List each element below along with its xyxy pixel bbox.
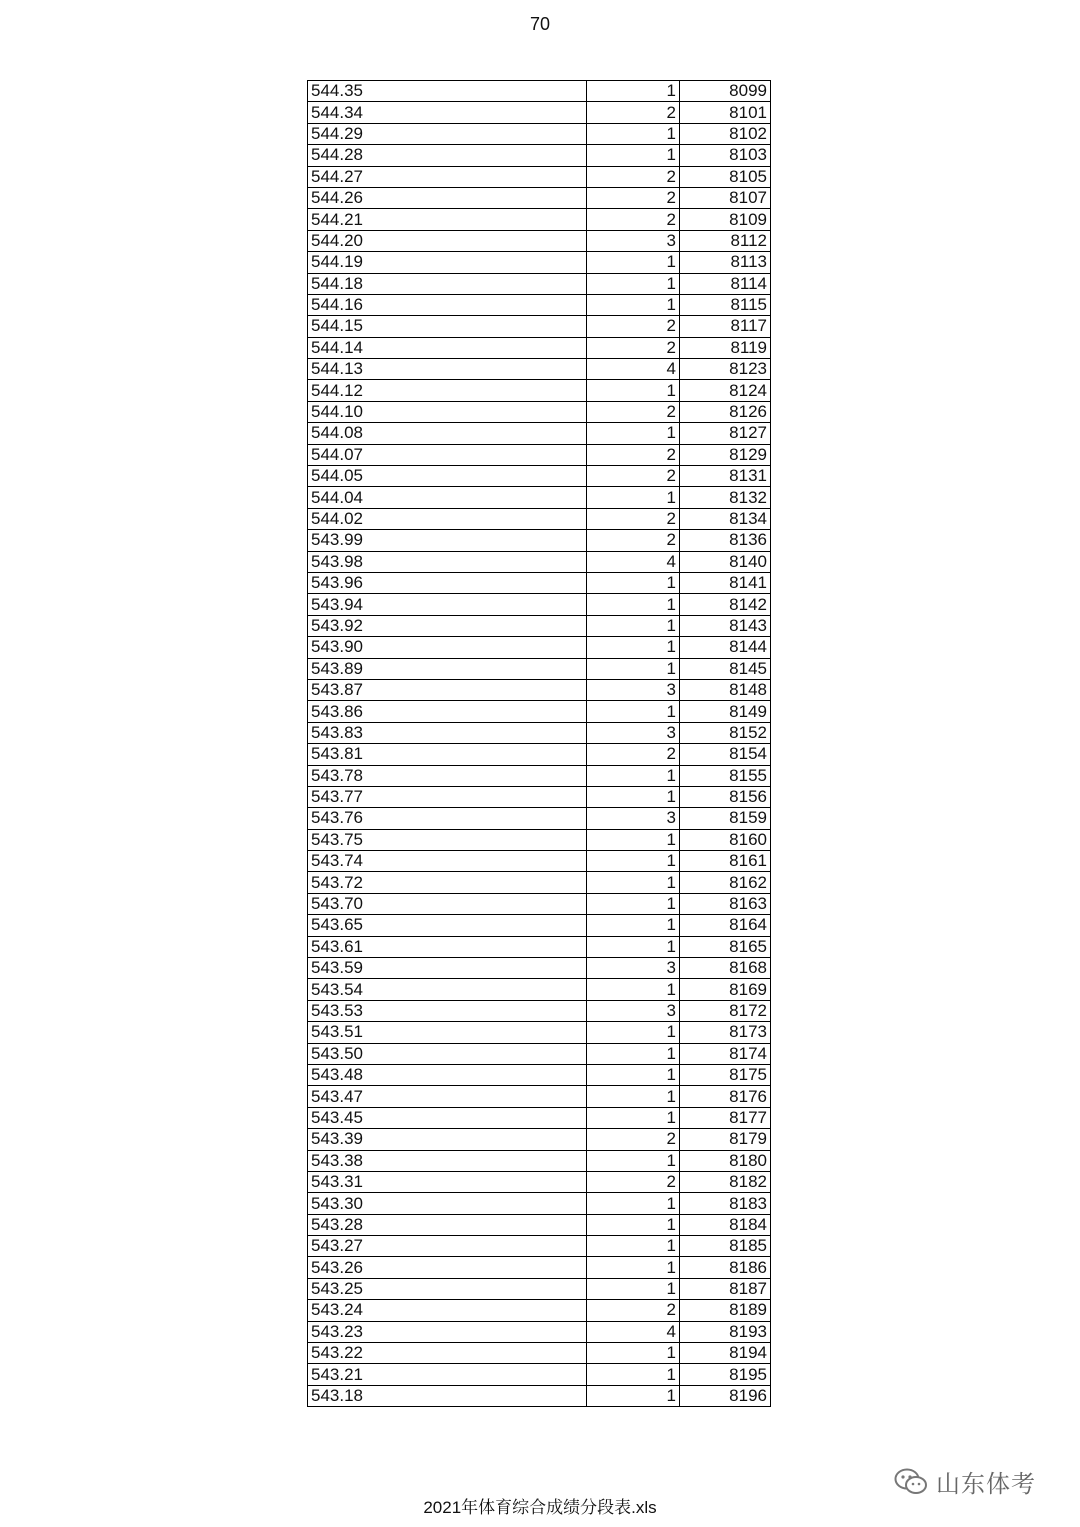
- table-row: [308, 230, 771, 251]
- count-cell: 1: [587, 1385, 680, 1406]
- cumulative-cell: 8152: [680, 722, 771, 743]
- count-cell: 1: [587, 829, 680, 850]
- table-row: [308, 658, 771, 679]
- count-cell: 1: [587, 1364, 680, 1385]
- score-cell: 544.08: [308, 423, 587, 444]
- table-row: [308, 872, 771, 893]
- count-cell: 3: [587, 722, 680, 743]
- table-row: [308, 401, 771, 422]
- count-cell: 1: [587, 572, 680, 593]
- count-cell: 1: [587, 1086, 680, 1107]
- table-row: [308, 615, 771, 636]
- count-cell: 1: [587, 1150, 680, 1171]
- cumulative-cell: 8187: [680, 1278, 771, 1299]
- score-cell: 544.34: [308, 102, 587, 123]
- table-row: [308, 466, 771, 487]
- score-cell: 543.31: [308, 1171, 587, 1192]
- score-table: [307, 80, 771, 1407]
- score-cell: 543.61: [308, 936, 587, 957]
- score-cell: 544.02: [308, 508, 587, 529]
- table-row: [308, 444, 771, 465]
- table-row: [308, 637, 771, 658]
- table-row: [308, 979, 771, 1000]
- score-cell: 544.20: [308, 230, 587, 251]
- wechat-icon: [894, 1468, 928, 1496]
- cumulative-cell: 8179: [680, 1129, 771, 1150]
- cumulative-cell: 8132: [680, 487, 771, 508]
- score-cell: 543.76: [308, 808, 587, 829]
- count-cell: 4: [587, 359, 680, 380]
- cumulative-cell: 8162: [680, 872, 771, 893]
- table-row: [308, 1364, 771, 1385]
- score-cell: 543.38: [308, 1150, 587, 1171]
- score-cell: 543.78: [308, 765, 587, 786]
- score-cell: 543.28: [308, 1214, 587, 1235]
- cumulative-cell: 8124: [680, 380, 771, 401]
- cumulative-cell: 8117: [680, 316, 771, 337]
- score-cell: 543.75: [308, 829, 587, 850]
- table-row: [308, 1300, 771, 1321]
- table-row: [308, 1043, 771, 1064]
- score-cell: 544.26: [308, 187, 587, 208]
- cumulative-cell: 8194: [680, 1343, 771, 1364]
- count-cell: 2: [587, 530, 680, 551]
- score-cell: 544.35: [308, 81, 587, 102]
- cumulative-cell: 8119: [680, 337, 771, 358]
- table-row: [308, 572, 771, 593]
- count-cell: 2: [587, 401, 680, 422]
- cumulative-cell: 8127: [680, 423, 771, 444]
- table-row: [308, 744, 771, 765]
- score-cell: 544.21: [308, 209, 587, 230]
- table-row: [308, 851, 771, 872]
- score-cell: 543.22: [308, 1343, 587, 1364]
- cumulative-cell: 8183: [680, 1193, 771, 1214]
- cumulative-cell: 8144: [680, 637, 771, 658]
- score-cell: 543.18: [308, 1385, 587, 1406]
- table-row: [308, 337, 771, 358]
- score-cell: 543.23: [308, 1321, 587, 1342]
- table-row: [308, 915, 771, 936]
- cumulative-cell: 8156: [680, 786, 771, 807]
- count-cell: 2: [587, 1300, 680, 1321]
- cumulative-cell: 8160: [680, 829, 771, 850]
- count-cell: 1: [587, 1107, 680, 1128]
- table-row: [308, 765, 771, 786]
- count-cell: 2: [587, 1129, 680, 1150]
- score-cell: 543.87: [308, 679, 587, 700]
- table-row: [308, 808, 771, 829]
- cumulative-cell: 8174: [680, 1043, 771, 1064]
- cumulative-cell: 8140: [680, 551, 771, 572]
- cumulative-cell: 8103: [680, 145, 771, 166]
- score-cell: 544.28: [308, 145, 587, 166]
- cumulative-cell: 8184: [680, 1214, 771, 1235]
- count-cell: 1: [587, 380, 680, 401]
- count-cell: 1: [587, 1043, 680, 1064]
- table-row: [308, 1086, 771, 1107]
- score-cell: 544.04: [308, 487, 587, 508]
- table-row: [308, 166, 771, 187]
- score-cell: 543.59: [308, 958, 587, 979]
- count-cell: 1: [587, 786, 680, 807]
- score-cell: 544.12: [308, 380, 587, 401]
- count-cell: 3: [587, 958, 680, 979]
- table-row: [308, 209, 771, 230]
- count-cell: 1: [587, 872, 680, 893]
- count-cell: 2: [587, 744, 680, 765]
- count-cell: 3: [587, 808, 680, 829]
- count-cell: 2: [587, 316, 680, 337]
- count-cell: 1: [587, 701, 680, 722]
- count-cell: 1: [587, 273, 680, 294]
- table-row: [308, 829, 771, 850]
- table-row: [308, 316, 771, 337]
- table-row: [308, 123, 771, 144]
- file-name-footer: 2021年体育综合成绩分段表.xls: [423, 1498, 657, 1517]
- cumulative-cell: 8176: [680, 1086, 771, 1107]
- score-cell: 544.18: [308, 273, 587, 294]
- table-row: [308, 1000, 771, 1021]
- table-row: [308, 1257, 771, 1278]
- table-row: [308, 530, 771, 551]
- cumulative-cell: 8142: [680, 594, 771, 615]
- count-cell: 1: [587, 487, 680, 508]
- count-cell: 1: [587, 145, 680, 166]
- table-row: [308, 145, 771, 166]
- score-table-body: [308, 81, 771, 1407]
- count-cell: 1: [587, 765, 680, 786]
- score-cell: 543.70: [308, 893, 587, 914]
- count-cell: 4: [587, 551, 680, 572]
- count-cell: 1: [587, 1214, 680, 1235]
- cumulative-cell: 8099: [680, 81, 771, 102]
- count-cell: 1: [587, 658, 680, 679]
- table-row: [308, 1022, 771, 1043]
- count-cell: 3: [587, 230, 680, 251]
- cumulative-cell: 8112: [680, 230, 771, 251]
- cumulative-cell: 8109: [680, 209, 771, 230]
- count-cell: 1: [587, 915, 680, 936]
- table-row: [308, 786, 771, 807]
- count-cell: 1: [587, 123, 680, 144]
- cumulative-cell: 8115: [680, 294, 771, 315]
- page-number: 70: [529, 14, 551, 34]
- cumulative-cell: 8126: [680, 401, 771, 422]
- table-row: [308, 1150, 771, 1171]
- cumulative-cell: 8165: [680, 936, 771, 957]
- score-cell: 543.30: [308, 1193, 587, 1214]
- score-cell: 543.21: [308, 1364, 587, 1385]
- score-cell: 543.54: [308, 979, 587, 1000]
- cumulative-cell: 8186: [680, 1257, 771, 1278]
- count-cell: 4: [587, 1321, 680, 1342]
- score-cell: 543.72: [308, 872, 587, 893]
- score-cell: 543.77: [308, 786, 587, 807]
- table-row: [308, 1107, 771, 1128]
- table-row: [308, 508, 771, 529]
- count-cell: 2: [587, 1171, 680, 1192]
- score-cell: 543.51: [308, 1022, 587, 1043]
- cumulative-cell: 8101: [680, 102, 771, 123]
- cumulative-cell: 8185: [680, 1236, 771, 1257]
- cumulative-cell: 8134: [680, 508, 771, 529]
- cumulative-cell: 8173: [680, 1022, 771, 1043]
- score-cell: 543.65: [308, 915, 587, 936]
- score-cell: 544.29: [308, 123, 587, 144]
- score-cell: 543.50: [308, 1043, 587, 1064]
- cumulative-cell: 8161: [680, 851, 771, 872]
- table-row: [308, 1193, 771, 1214]
- score-cell: 543.48: [308, 1064, 587, 1085]
- count-cell: 1: [587, 936, 680, 957]
- score-cell: 543.53: [308, 1000, 587, 1021]
- count-cell: 1: [587, 1343, 680, 1364]
- score-cell: 544.10: [308, 401, 587, 422]
- score-cell: 543.27: [308, 1236, 587, 1257]
- cumulative-cell: 8113: [680, 252, 771, 273]
- table-row: [308, 81, 771, 102]
- score-cell: 544.14: [308, 337, 587, 358]
- score-cell: 544.27: [308, 166, 587, 187]
- count-cell: 1: [587, 294, 680, 315]
- score-cell: 543.99: [308, 530, 587, 551]
- table-row: [308, 893, 771, 914]
- count-cell: 1: [587, 252, 680, 273]
- cumulative-cell: 8145: [680, 658, 771, 679]
- table-row: [308, 1129, 771, 1150]
- cumulative-cell: 8154: [680, 744, 771, 765]
- cumulative-cell: 8107: [680, 187, 771, 208]
- table-row: [308, 187, 771, 208]
- score-cell: 543.39: [308, 1129, 587, 1150]
- score-cell: 543.90: [308, 637, 587, 658]
- cumulative-cell: 8164: [680, 915, 771, 936]
- count-cell: 2: [587, 166, 680, 187]
- score-cell: 544.16: [308, 294, 587, 315]
- cumulative-cell: 8159: [680, 808, 771, 829]
- table-row: [308, 252, 771, 273]
- score-cell: 543.92: [308, 615, 587, 636]
- table-row: [308, 1214, 771, 1235]
- table-row: [308, 679, 771, 700]
- table-row: [308, 380, 771, 401]
- cumulative-cell: 8129: [680, 444, 771, 465]
- count-cell: 1: [587, 893, 680, 914]
- score-cell: 543.45: [308, 1107, 587, 1128]
- cumulative-cell: 8180: [680, 1150, 771, 1171]
- table-row: [308, 1171, 771, 1192]
- cumulative-cell: 8195: [680, 1364, 771, 1385]
- table-row: [308, 722, 771, 743]
- cumulative-cell: 8105: [680, 166, 771, 187]
- table-row: [308, 294, 771, 315]
- cumulative-cell: 8148: [680, 679, 771, 700]
- score-cell: 544.07: [308, 444, 587, 465]
- count-cell: 3: [587, 1000, 680, 1021]
- score-cell: 543.98: [308, 551, 587, 572]
- cumulative-cell: 8163: [680, 893, 771, 914]
- cumulative-cell: 8168: [680, 958, 771, 979]
- count-cell: 1: [587, 979, 680, 1000]
- score-cell: 543.86: [308, 701, 587, 722]
- watermark-text: 山东体考: [936, 1471, 1036, 1498]
- table-row: [308, 1385, 771, 1406]
- score-cell: 543.94: [308, 594, 587, 615]
- cumulative-cell: 8155: [680, 765, 771, 786]
- cumulative-cell: 8141: [680, 572, 771, 593]
- score-cell: 544.05: [308, 466, 587, 487]
- table-row: [308, 102, 771, 123]
- score-cell: 543.26: [308, 1257, 587, 1278]
- table-row: [308, 936, 771, 957]
- cumulative-cell: 8182: [680, 1171, 771, 1192]
- count-cell: 1: [587, 1193, 680, 1214]
- score-cell: 543.24: [308, 1300, 587, 1321]
- cumulative-cell: 8196: [680, 1385, 771, 1406]
- cumulative-cell: 8114: [680, 273, 771, 294]
- count-cell: 1: [587, 615, 680, 636]
- table-row: [308, 1064, 771, 1085]
- count-cell: 1: [587, 423, 680, 444]
- count-cell: 1: [587, 81, 680, 102]
- table-row: [308, 701, 771, 722]
- count-cell: 1: [587, 1064, 680, 1085]
- count-cell: 2: [587, 102, 680, 123]
- cumulative-cell: 8149: [680, 701, 771, 722]
- table-row: [308, 958, 771, 979]
- cumulative-cell: 8177: [680, 1107, 771, 1128]
- cumulative-cell: 8175: [680, 1064, 771, 1085]
- count-cell: 1: [587, 637, 680, 658]
- cumulative-cell: 8193: [680, 1321, 771, 1342]
- cumulative-cell: 8169: [680, 979, 771, 1000]
- count-cell: 2: [587, 466, 680, 487]
- table-row: [308, 1236, 771, 1257]
- score-cell: 543.96: [308, 572, 587, 593]
- table-row: [308, 1321, 771, 1342]
- watermark: [894, 1464, 1036, 1499]
- table-row: [308, 423, 771, 444]
- count-cell: 1: [587, 851, 680, 872]
- table-row: [308, 359, 771, 380]
- count-cell: 1: [587, 1236, 680, 1257]
- table-row: [308, 551, 771, 572]
- count-cell: 2: [587, 187, 680, 208]
- count-cell: 3: [587, 679, 680, 700]
- count-cell: 2: [587, 337, 680, 358]
- score-cell: 544.15: [308, 316, 587, 337]
- count-cell: 2: [587, 444, 680, 465]
- cumulative-cell: 8143: [680, 615, 771, 636]
- cumulative-cell: 8102: [680, 123, 771, 144]
- score-cell: 543.81: [308, 744, 587, 765]
- count-cell: 1: [587, 1257, 680, 1278]
- count-cell: 2: [587, 508, 680, 529]
- count-cell: 2: [587, 209, 680, 230]
- score-cell: 543.25: [308, 1278, 587, 1299]
- count-cell: 1: [587, 1278, 680, 1299]
- count-cell: 1: [587, 1022, 680, 1043]
- table-row: [308, 487, 771, 508]
- score-cell: 543.89: [308, 658, 587, 679]
- cumulative-cell: 8136: [680, 530, 771, 551]
- table-row: [308, 594, 771, 615]
- count-cell: 1: [587, 594, 680, 615]
- table-row: [308, 273, 771, 294]
- table-row: [308, 1278, 771, 1299]
- score-cell: 544.19: [308, 252, 587, 273]
- score-cell: 543.47: [308, 1086, 587, 1107]
- score-cell: 544.13: [308, 359, 587, 380]
- cumulative-cell: 8172: [680, 1000, 771, 1021]
- cumulative-cell: 8131: [680, 466, 771, 487]
- cumulative-cell: 8189: [680, 1300, 771, 1321]
- score-cell: 543.83: [308, 722, 587, 743]
- cumulative-cell: 8123: [680, 359, 771, 380]
- table-row: [308, 1343, 771, 1364]
- score-cell: 543.74: [308, 851, 587, 872]
